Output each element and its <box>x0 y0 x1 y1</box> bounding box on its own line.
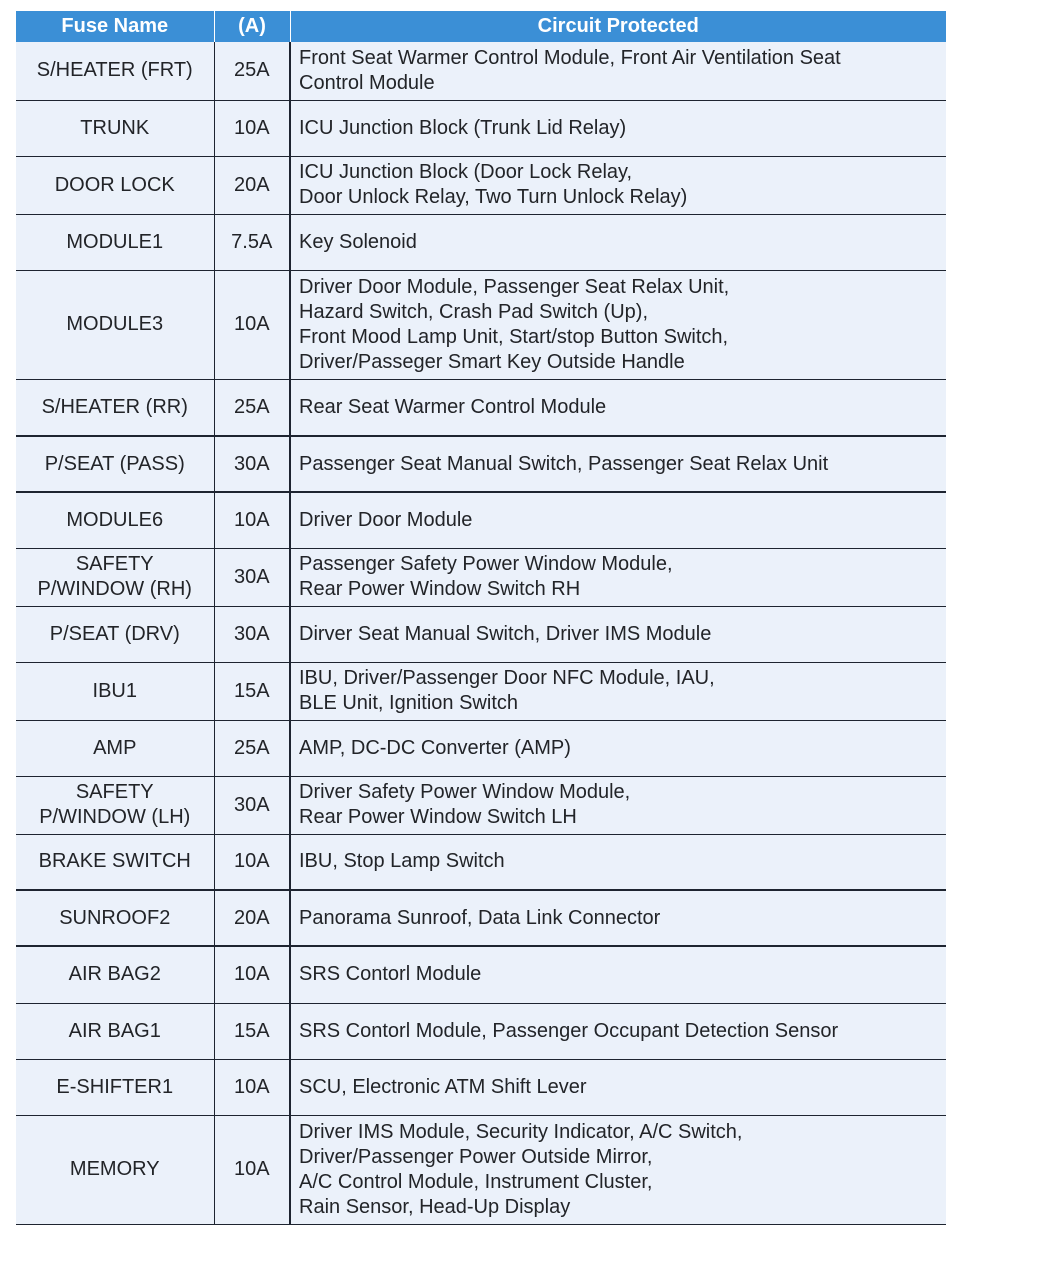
table-row <box>16 42 946 100</box>
fuse-name-text: MEMORY <box>69 1158 160 1180</box>
circuit-protected-cell <box>290 834 946 890</box>
circuit-line: Driver Door Module, Passenger Seat Relax Unit, <box>299 275 730 298</box>
circuit-protected-cell <box>290 214 946 270</box>
table-row <box>16 890 946 946</box>
fuse-name-text: P/WINDOW (RH) <box>37 578 192 600</box>
fuse-name-cell <box>16 214 214 270</box>
fuse-name-text: AMP <box>93 736 137 759</box>
fuse-name-cell <box>16 100 214 156</box>
table-row <box>16 1115 946 1224</box>
fuse-name-cell <box>16 662 214 720</box>
table-row <box>16 1059 946 1115</box>
fuse-name-text: SUNROOF2 <box>59 906 171 929</box>
circuit-line: Rear Seat Warmer Control Module <box>299 395 607 418</box>
header-fuse-name: Fuse Name <box>16 11 214 42</box>
circuit-protected-cell <box>290 379 946 436</box>
circuit-protected-cell <box>290 1059 946 1115</box>
fuse-name-text: DOOR LOCK <box>54 173 175 196</box>
fuse-name-text: S/HEATER (FRT) <box>36 59 193 82</box>
fuse-amperage-cell: 25A <box>214 379 290 436</box>
circuit-line: Door Unlock Relay, Two Turn Unlock Relay) <box>299 186 688 208</box>
circuit-line: ICU Junction Block (Door Lock Relay, <box>299 161 633 183</box>
table-row <box>16 214 946 270</box>
circuit-line: Key Solenoid <box>299 230 417 253</box>
fuse-table <box>16 11 946 1225</box>
table-row <box>16 436 946 492</box>
table-row <box>16 834 946 890</box>
fuse-name-text: MODULE3 <box>66 313 164 335</box>
fuse-amperage-cell: 25A <box>214 42 290 100</box>
fuse-name-cell <box>16 492 214 548</box>
circuit-line: BLE Unit, Ignition Switch <box>299 692 518 714</box>
circuit-line: SCU, Electronic ATM Shift Lever <box>299 1075 587 1098</box>
fuse-amperage-cell: 30A <box>214 548 290 606</box>
circuit-line: Passenger Safety Power Window Module, <box>299 553 673 575</box>
table-body <box>16 42 946 1224</box>
circuit-line: IBU, Stop Lamp Switch <box>299 850 505 873</box>
header-row <box>16 11 946 42</box>
table-row <box>16 776 946 834</box>
table-row <box>16 492 946 548</box>
fuse-name-cell <box>16 379 214 436</box>
fuse-name-text: TRUNK <box>80 116 150 139</box>
fuse-name-cell <box>16 156 214 214</box>
fuse-name-cell <box>16 776 214 834</box>
fuse-amperage-cell: 10A <box>214 834 290 890</box>
fuse-name-text: P/SEAT (PASS) <box>44 452 185 475</box>
circuit-line: Driver/Passenger Power Outside Mirror, <box>299 1145 653 1168</box>
circuit-protected-cell <box>290 1003 946 1059</box>
circuit-protected-cell <box>290 662 946 720</box>
circuit-line: SRS Contorl Module, Passenger Occupant Detection Sensor <box>299 1019 839 1042</box>
fuse-name-cell <box>16 946 214 1003</box>
table-row <box>16 662 946 720</box>
fuse-amperage-cell: 20A <box>214 890 290 946</box>
fuse-name-text: P/WINDOW (LH) <box>39 806 191 828</box>
circuit-line: Rear Power Window Switch RH <box>299 578 581 600</box>
table-row <box>16 379 946 436</box>
fuse-name-text: IBU1 <box>92 679 137 702</box>
table-row <box>16 946 946 1003</box>
fuse-name-text: SAFETY <box>75 553 154 575</box>
fuse-name-text: E-SHIFTER1 <box>56 1075 174 1098</box>
circuit-line: Driver/Passeger Smart Key Outside Handle <box>299 350 685 373</box>
circuit-line: Rain Sensor, Head-Up Display <box>299 1195 571 1218</box>
fuse-name-cell <box>16 436 214 492</box>
table-row <box>16 606 946 662</box>
circuit-line: Front Seat Warmer Control Module, Front Air Ventilation Seat <box>299 46 841 69</box>
circuit-protected-cell <box>290 100 946 156</box>
fuse-amperage-cell: 15A <box>214 1003 290 1059</box>
table-row <box>16 548 946 606</box>
circuit-protected-cell <box>290 776 946 834</box>
fuse-name-text: AIR BAG2 <box>68 963 161 986</box>
circuit-line: Control Module <box>299 71 435 94</box>
table-row <box>16 270 946 379</box>
fuse-name-text: S/HEATER (RR) <box>41 395 188 418</box>
fuse-name-cell <box>16 720 214 776</box>
fuse-amperage-cell: 7.5A <box>214 214 290 270</box>
fuse-amperage-cell: 20A <box>214 156 290 214</box>
fuse-amperage-cell: 10A <box>214 100 290 156</box>
fuse-amperage-cell: 30A <box>214 436 290 492</box>
fuse-name-text: AIR BAG1 <box>68 1019 161 1042</box>
circuit-line: Passenger Seat Manual Switch, Passenger Seat Relax Unit <box>299 452 829 475</box>
fuse-amperage-cell: 10A <box>214 1115 290 1224</box>
fuse-name-text: MODULE6 <box>66 508 164 531</box>
circuit-protected-cell <box>290 1115 946 1224</box>
circuit-line: AMP, DC-DC Converter (AMP) <box>299 736 571 759</box>
fuse-amperage-cell: 25A <box>214 720 290 776</box>
fuse-amperage-cell: 10A <box>214 492 290 548</box>
circuit-line: Hazard Switch, Crash Pad Switch (Up), <box>299 300 649 323</box>
fuse-name-cell <box>16 1003 214 1059</box>
circuit-line: ICU Junction Block (Trunk Lid Relay) <box>299 116 627 139</box>
table-header <box>16 11 946 42</box>
fuse-amperage-cell: 10A <box>214 1059 290 1115</box>
fuse-name-text: SAFETY <box>75 781 154 803</box>
circuit-protected-cell <box>290 606 946 662</box>
fuse-name-cell <box>16 606 214 662</box>
circuit-protected-cell <box>290 156 946 214</box>
circuit-line: Dirver Seat Manual Switch, Driver IMS Module <box>299 622 712 645</box>
circuit-protected-cell <box>290 720 946 776</box>
fuse-name-cell <box>16 1115 214 1224</box>
circuit-line: Driver Safety Power Window Module, <box>299 781 631 803</box>
fuse-amperage-cell: 30A <box>214 776 290 834</box>
circuit-protected-cell <box>290 270 946 379</box>
circuit-protected-cell <box>290 42 946 100</box>
fuse-name-text: MODULE1 <box>66 230 164 253</box>
circuit-line: SRS Contorl Module <box>299 963 482 986</box>
circuit-line: Front Mood Lamp Unit, Start/stop Button Switch, <box>299 325 729 348</box>
circuit-protected-cell <box>290 890 946 946</box>
fuse-name-text: BRAKE SWITCH <box>38 850 191 873</box>
header-circuit-protected: Circuit Protected <box>290 11 946 42</box>
fuse-name-cell <box>16 548 214 606</box>
fuse-amperage-cell: 15A <box>214 662 290 720</box>
circuit-protected-cell <box>290 492 946 548</box>
circuit-protected-cell <box>290 548 946 606</box>
header-amperage: (A) <box>214 11 290 42</box>
fuse-name-text: P/SEAT (DRV) <box>49 622 180 645</box>
circuit-line: Driver Door Module <box>299 508 473 531</box>
table-row <box>16 720 946 776</box>
circuit-line: A/C Control Module, Instrument Cluster, <box>299 1170 653 1193</box>
circuit-line: Panorama Sunroof, Data Link Connector <box>299 906 661 929</box>
table-row <box>16 1003 946 1059</box>
table-row <box>16 156 946 214</box>
fuse-name-cell <box>16 890 214 946</box>
fuse-amperage-cell: 10A <box>214 270 290 379</box>
table-row <box>16 100 946 156</box>
circuit-protected-cell <box>290 946 946 1003</box>
fuse-name-cell <box>16 1059 214 1115</box>
fuse-amperage-cell: 10A <box>214 946 290 1003</box>
fuse-name-cell <box>16 834 214 890</box>
circuit-line: Rear Power Window Switch LH <box>299 806 577 828</box>
circuit-protected-cell <box>290 436 946 492</box>
circuit-line: IBU, Driver/Passenger Door NFC Module, IAU, <box>299 667 715 689</box>
fuse-name-cell <box>16 270 214 379</box>
circuit-line: Driver IMS Module, Security Indicator, A/C Switch, <box>299 1120 743 1143</box>
fuse-name-cell <box>16 42 214 100</box>
fuse-amperage-cell: 30A <box>214 606 290 662</box>
